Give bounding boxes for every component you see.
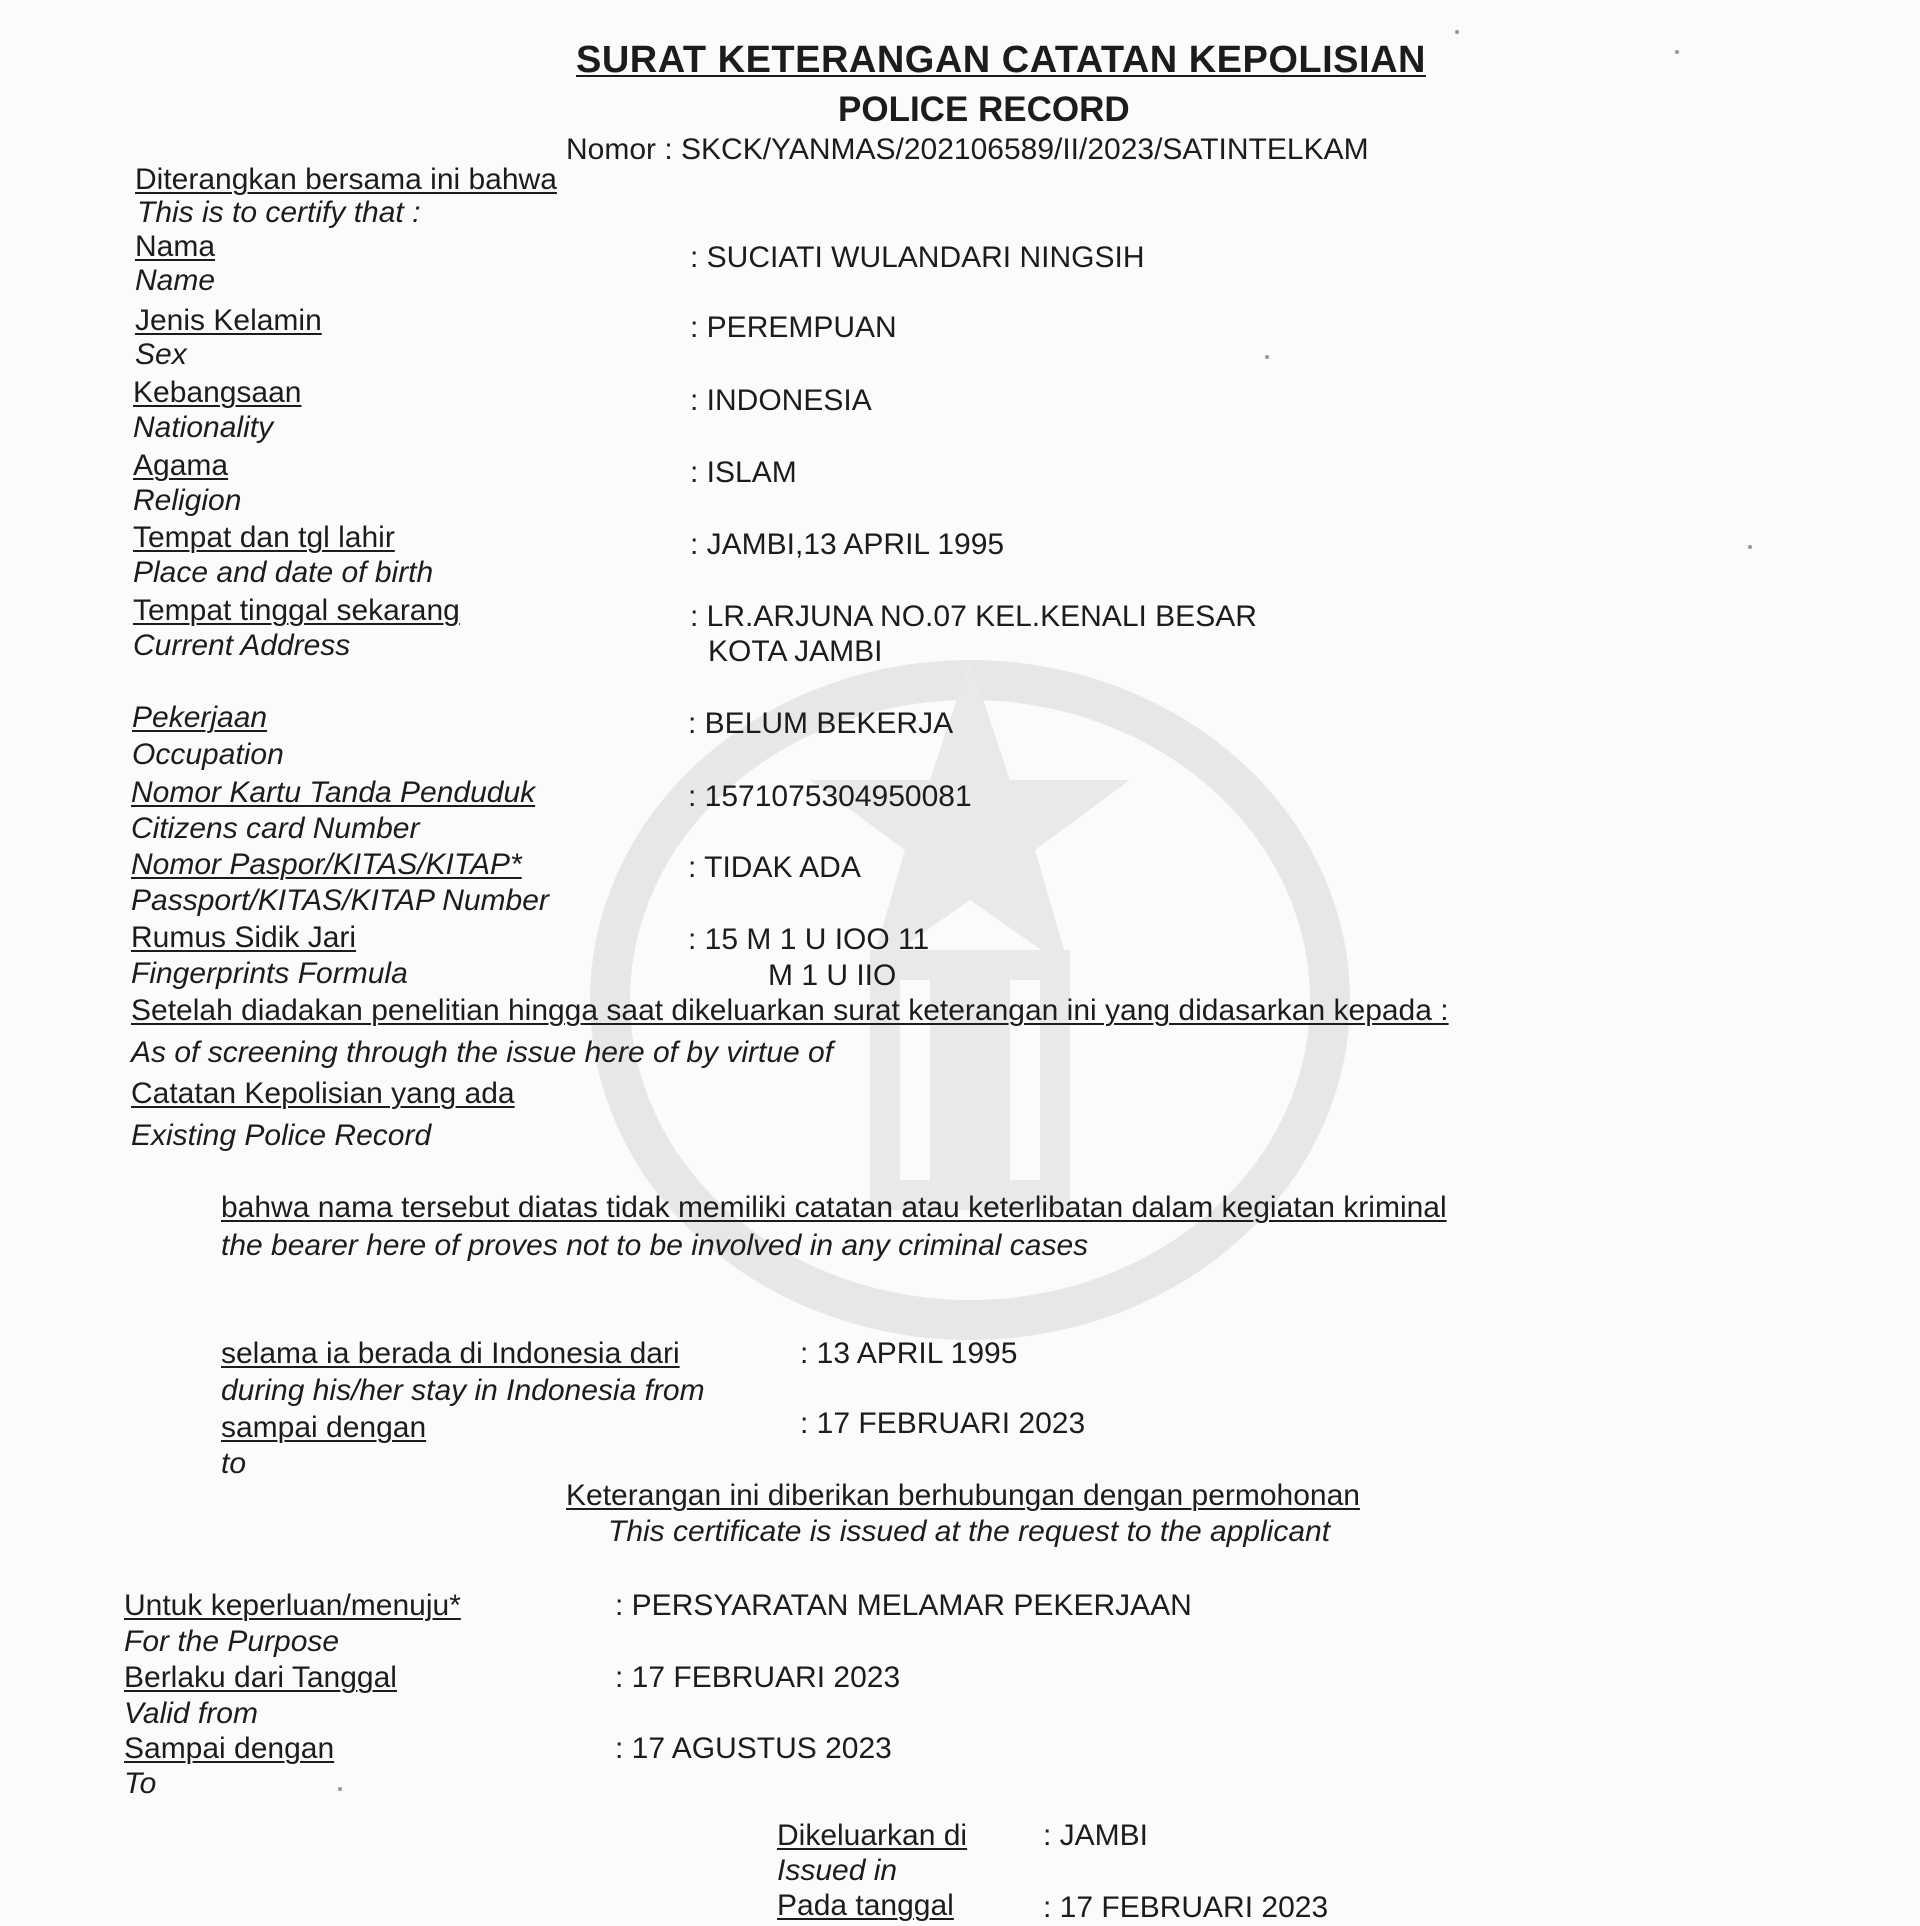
statement-en: the bearer here of proves not to be involved in any criminal cases	[221, 1229, 1089, 1262]
valid-from-label-id: Berlaku dari Tanggal	[124, 1661, 397, 1694]
valid-to-value: : 17 AGUSTUS 2023	[615, 1732, 892, 1765]
issued-date-id: Pada tanggal	[777, 1889, 954, 1922]
stay-to-value: : 17 FEBRUARI 2023	[800, 1407, 1086, 1440]
scan-speck	[1675, 50, 1679, 54]
scan-speck	[1748, 545, 1752, 549]
valid-to-label-en: To	[124, 1767, 157, 1800]
stay-from-en: during his/her stay in Indonesia from	[221, 1374, 705, 1407]
field-label-en: Place and date of birth	[133, 556, 434, 589]
field-label-id: Nomor Kartu Tanda Penduduk	[131, 776, 536, 809]
field-value-name: : SUCIATI WULANDARI NINGSIH	[690, 241, 1145, 274]
request-en: This certificate is issued at the request to the applicant	[608, 1515, 1331, 1548]
statement-id: bahwa nama tersebut diatas tidak memiliki catatan atau keterlibatan dalam kegiatan kriminal	[221, 1191, 1447, 1224]
field-label-en: Fingerprints Formula	[131, 957, 408, 990]
purpose-label-en: For the Purpose	[124, 1625, 340, 1658]
issued-place-en: Issued in	[777, 1854, 898, 1887]
field-value-fingerprint-line2: M 1 U IIO	[768, 959, 897, 992]
field-label-id: Nomor Paspor/KITAS/KITAP*	[131, 848, 522, 881]
record-id: Catatan Kepolisian yang ada	[131, 1077, 515, 1110]
document-number: Nomor : SKCK/YANMAS/202106589/II/2023/SATINTELKAM	[566, 133, 1369, 166]
screening-en: As of screening through the issue here of by virtue of	[131, 1036, 834, 1069]
scan-speck	[1455, 30, 1459, 34]
valid-from-label-en: Valid from	[124, 1697, 258, 1730]
intro-id: Diterangkan bersama ini bahwa	[135, 163, 557, 196]
stay-from-value: : 13 APRIL 1995	[800, 1337, 1018, 1370]
document-title: SURAT KETERANGAN CATATAN KEPOLISIAN	[576, 39, 1426, 81]
valid-from-value: : 17 FEBRUARI 2023	[615, 1661, 901, 1694]
field-label-id: Pekerjaan	[132, 701, 268, 734]
issued-date-value: : 17 FEBRUARI 2023	[1043, 1891, 1329, 1924]
stay-to-en: to	[221, 1447, 247, 1480]
field-value-occupation: : BELUM BEKERJA	[688, 707, 954, 740]
field-label-id: Tempat dan tgl lahir	[133, 521, 395, 554]
field-label-id: Nama	[135, 230, 216, 263]
stay-to-id: sampai dengan	[221, 1411, 427, 1444]
field-label-id: Agama	[133, 449, 229, 482]
field-label-en: Nationality	[133, 411, 274, 444]
field-label-en: Occupation	[132, 738, 284, 771]
field-label-en: Citizens card Number	[131, 812, 420, 845]
document-subtitle: POLICE RECORD	[838, 90, 1130, 129]
record-en: Existing Police Record	[131, 1119, 432, 1152]
intro-en: This is to certify that :	[137, 196, 421, 229]
scan-speck	[338, 1787, 342, 1791]
issued-place-id: Dikeluarkan di	[777, 1819, 968, 1852]
field-value-birth: : JAMBI,13 APRIL 1995	[690, 528, 1005, 561]
screening-id: Setelah diadakan penelitian hingga saat dikeluarkan surat keterangan ini yang didasarkan kepada :	[131, 994, 1449, 1027]
stay-from-id: selama ia berada di Indonesia dari	[221, 1337, 680, 1370]
scan-speck	[1265, 355, 1269, 359]
field-label-en: Sex	[135, 338, 187, 371]
field-label-id: Jenis Kelamin	[135, 304, 322, 337]
issued-place-value: : JAMBI	[1043, 1819, 1149, 1852]
valid-to-label-id: Sampai dengan	[124, 1732, 335, 1765]
field-value-address: : LR.ARJUNA NO.07 KEL.KENALI BESAR	[690, 600, 1257, 633]
field-label-en: Current Address	[133, 629, 351, 662]
purpose-value: : PERSYARATAN MELAMAR PEKERJAAN	[615, 1589, 1192, 1622]
field-value-religion: : ISLAM	[690, 456, 797, 489]
field-label-en: Religion	[133, 484, 242, 517]
field-value-sex: : PEREMPUAN	[690, 311, 897, 344]
field-label-id: Tempat tinggal sekarang	[133, 594, 460, 627]
field-label-en: Passport/KITAS/KITAP Number	[131, 884, 549, 917]
field-label-id: Rumus Sidik Jari	[131, 921, 357, 954]
request-id: Keterangan ini diberikan berhubungan dengan permohonan	[566, 1479, 1360, 1512]
field-value-fingerprint: : 15 M 1 U IOO 11	[688, 923, 930, 956]
field-value-address-line2: KOTA JAMBI	[708, 635, 883, 668]
purpose-label-id: Untuk keperluan/menuju*	[124, 1589, 461, 1622]
field-label-id: Kebangsaan	[133, 376, 302, 409]
field-value-nationality: : INDONESIA	[690, 384, 872, 417]
field-value-passport: : TIDAK ADA	[688, 851, 861, 884]
field-label-en: Name	[135, 264, 216, 297]
field-value-id-card: : 1571075304950081	[688, 780, 972, 813]
